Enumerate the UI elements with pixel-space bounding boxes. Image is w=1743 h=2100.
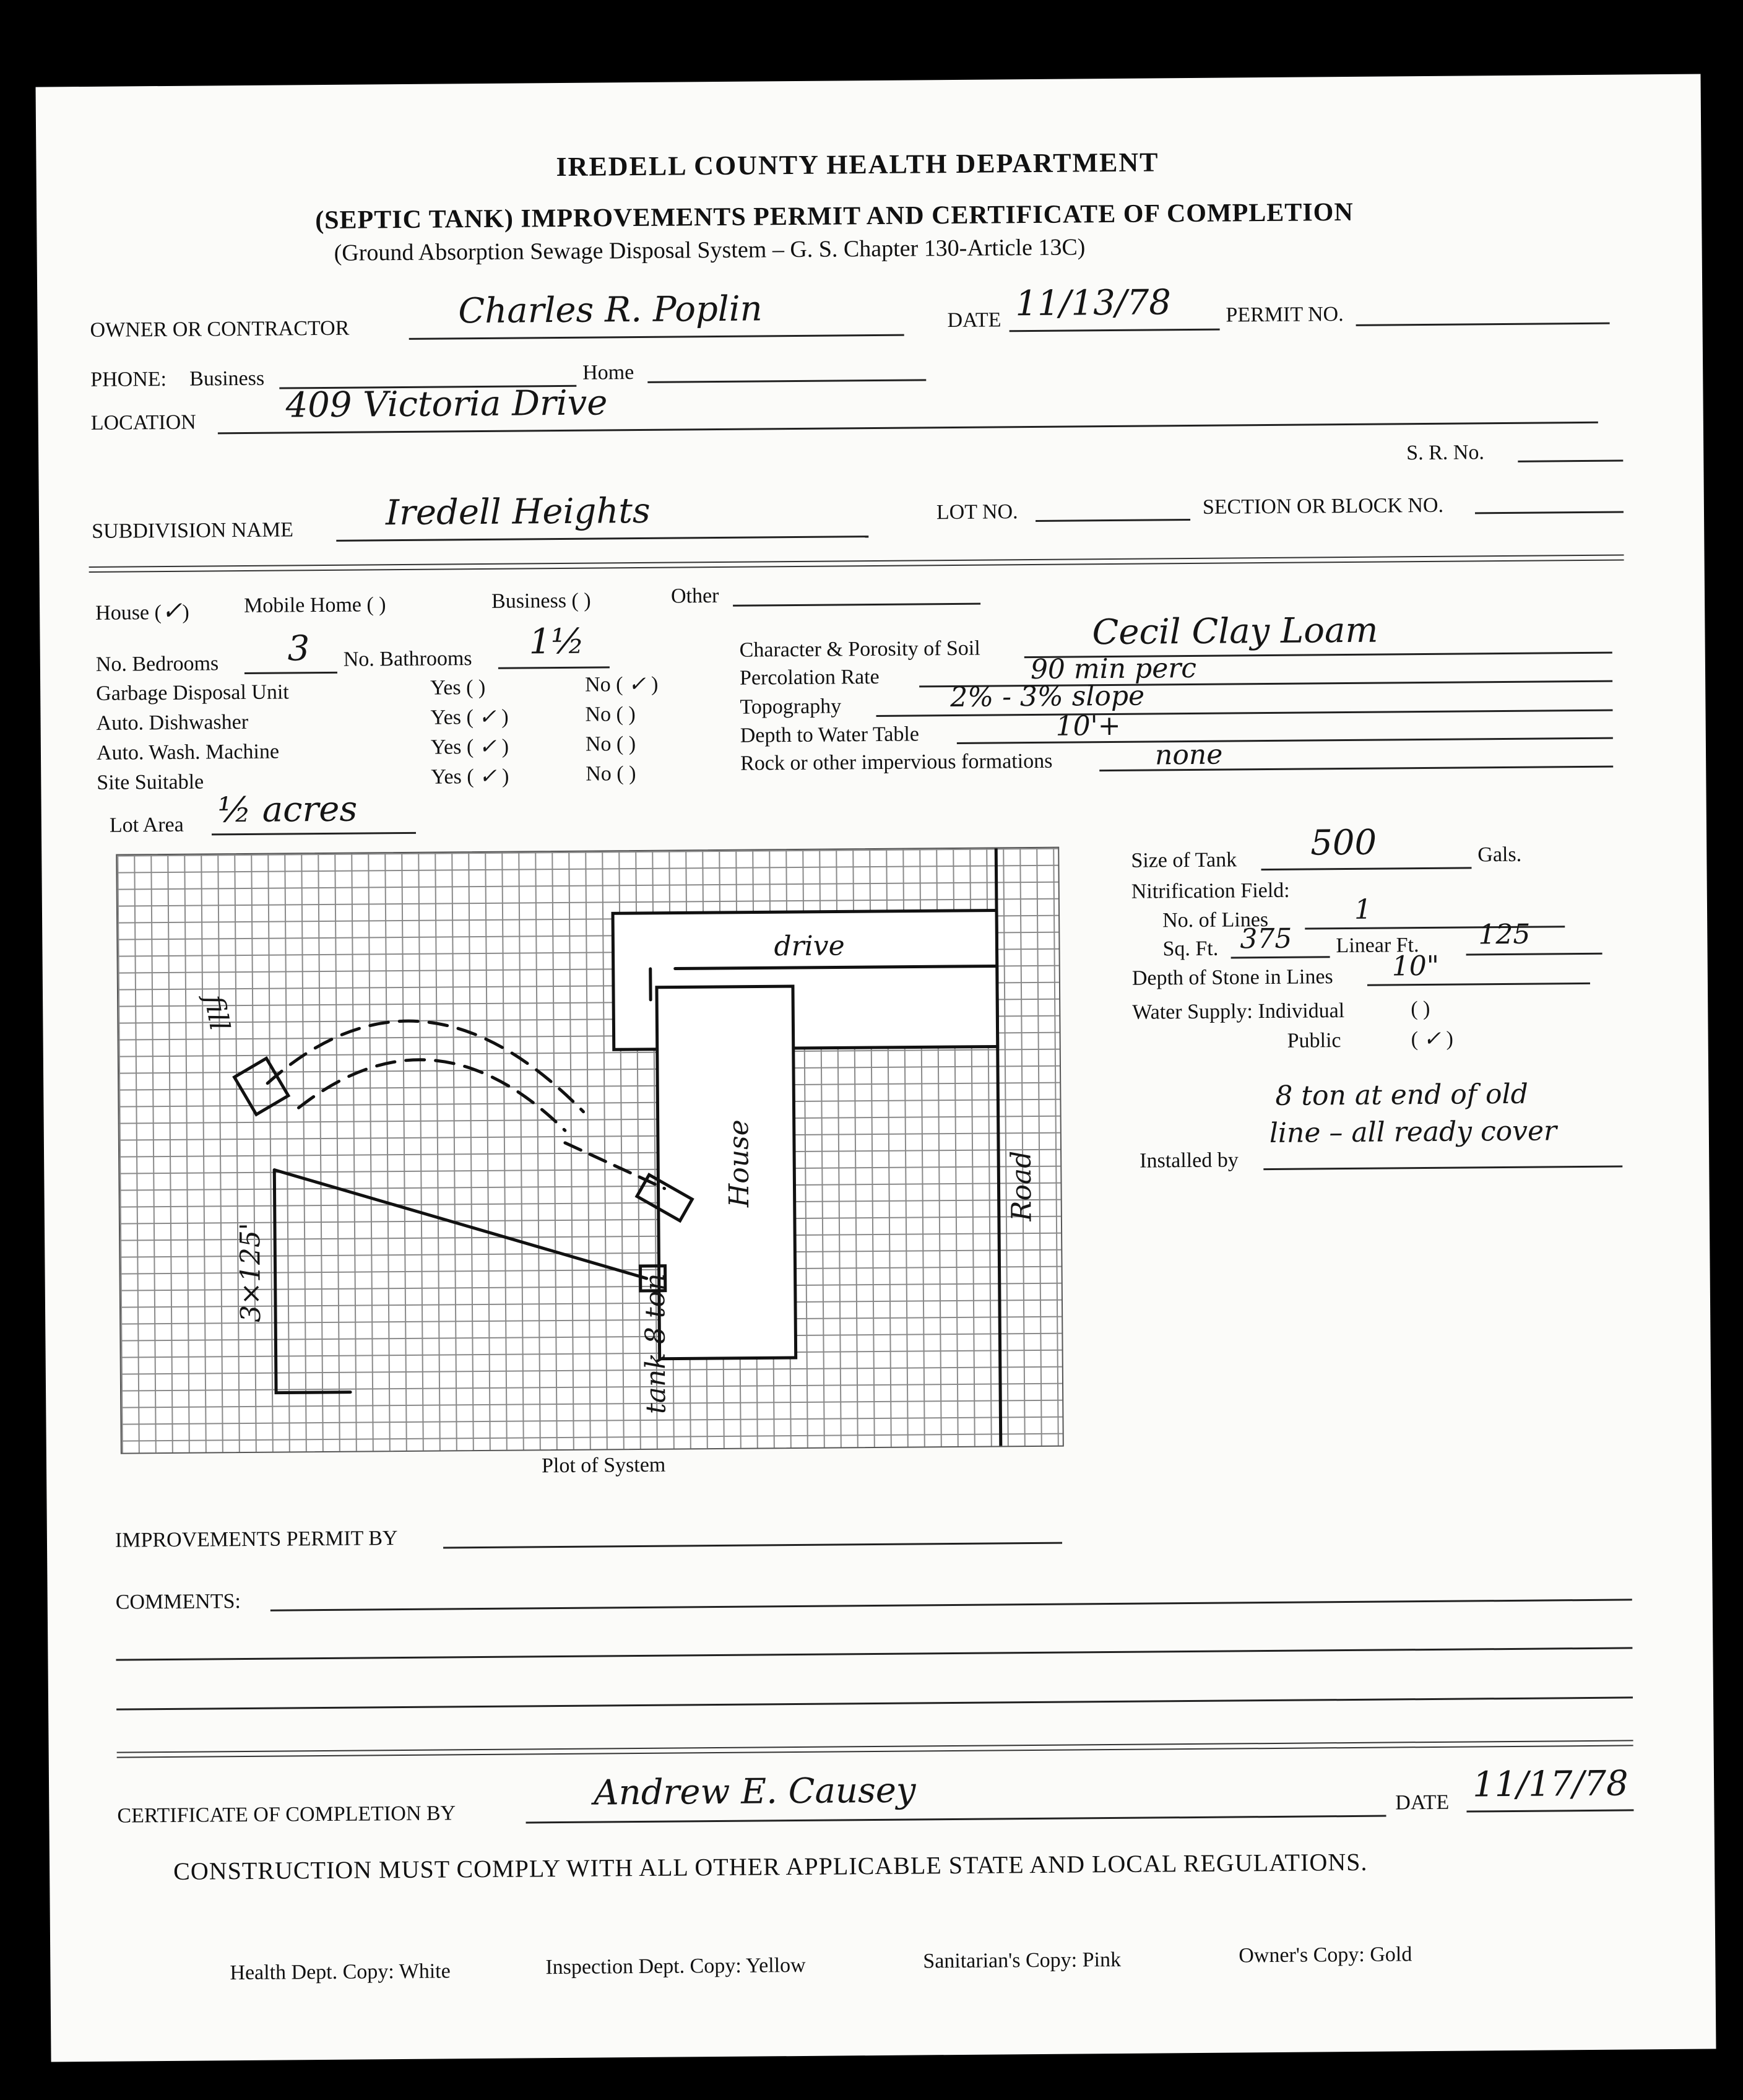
tank-size-value[interactable]: 500 [1310,822,1377,864]
permit-form [36,74,1716,2062]
owner-line [409,334,904,340]
old-tank [235,1058,288,1114]
certificate-signature[interactable]: Andrew E. Causey [593,1770,916,1813]
phone-home-line[interactable] [647,379,926,383]
department-title: IREDELL COUNTY HEALTH DEPARTMENT [556,147,1159,183]
comments-line-1[interactable] [270,1599,1632,1611]
lot-no-label: LOT NO. [936,500,1018,524]
comments-line-3[interactable] [116,1696,1633,1710]
section-block-label: SECTION OR BLOCK NO. [1202,493,1444,519]
form-subtitle: (Ground Absorption Sewage Disposal System – G. S. Chapter 130-Article 13C) [334,234,1086,266]
plot-label-tank: tank 8 ton [639,1273,672,1415]
subdivision-value[interactable]: Iredell Heights [385,490,651,534]
comments-line-2[interactable] [116,1647,1632,1660]
permit-no-line[interactable] [1356,323,1610,326]
house-checkmark[interactable]: ✓ [161,596,183,626]
perc-rate-value[interactable]: 90 min perc [1030,652,1197,686]
location-value[interactable]: 409 Victoria Drive [285,383,608,426]
lines-count-value[interactable]: 1 [1354,893,1372,926]
tank-size-line [1261,867,1471,870]
supply-line [274,1167,646,1282]
stone-depth-line [1367,983,1590,986]
individual-option[interactable]: ( ) [1411,997,1430,1021]
phone-home-label: Home [582,361,634,384]
plot-label-drive: drive [774,930,845,963]
lot-area-line [212,832,416,836]
bathrooms-label: No. Bathrooms [343,647,472,671]
plot-grid [116,847,1064,1454]
sr-no-line[interactable] [1518,459,1623,462]
rock-formations-label: Rock or other impervious formations [740,749,1053,775]
other-label: Other [670,584,719,608]
sr-no-label: S. R. No. [1406,441,1485,465]
garbage-disposal-label: Garbage Disposal Unit [96,680,289,705]
plot-label-fill: fill [197,992,236,1033]
plot-label-road: Road [1005,1150,1038,1221]
public-label: Public [1287,1029,1341,1052]
certificate-date-line [1466,1809,1633,1812]
other-line[interactable] [733,603,980,607]
certificate-label: CERTIFICATE OF COMPLETION BY [117,1802,456,1828]
site-suitable-yes[interactable]: Yes ( ✓ ) [431,763,509,789]
fill-line-b [298,1059,565,1132]
sqft-label: Sq. Ft. [1162,937,1219,961]
owner-label: OWNER OR CONTRACTOR [90,316,350,342]
bathrooms-value[interactable]: 1½ [529,621,585,662]
owner-value[interactable]: Charles R. Poplin [458,289,763,332]
business-option[interactable]: Business ( ) [491,589,591,613]
wash-machine-yes[interactable]: Yes ( ✓ ) [430,734,509,760]
improvements-permit-label: IMPROVEMENTS PERMIT BY [115,1527,398,1552]
site-suitable-no[interactable]: No ( ) [586,762,636,786]
linear-ft-value[interactable]: 125 [1478,918,1531,951]
copy-sanitarian: Sanitarian's Copy: Pink [923,1948,1122,1973]
stone-depth-label: Depth of Stone in Lines [1131,965,1333,990]
sqft-value[interactable]: 375 [1240,922,1292,955]
date-value[interactable]: 11/13/78 [1015,282,1172,324]
garbage-no[interactable]: No ( ✓ ) [584,671,659,697]
section-block-line[interactable] [1475,511,1624,514]
fill-line-a [267,1020,583,1114]
wash-machine-no[interactable]: No ( ) [585,732,636,756]
lot-no-line[interactable] [1036,519,1190,522]
topography-value[interactable]: 2% - 3% slope [950,680,1145,714]
plot-label-lines: 3×125' [234,1222,267,1323]
date-line [1010,329,1220,332]
lines-count-label: No. of Lines [1162,908,1269,932]
certificate-line [526,1815,1386,1824]
gals-label: Gals. [1477,843,1522,867]
plot-drawing [117,848,1063,1453]
copy-health-dept: Health Dept. Copy: White [230,1959,451,1985]
installed-by-line[interactable] [1263,1166,1622,1171]
rock-formations-value[interactable]: none [1154,739,1223,771]
lot-area-label: Lot Area [109,813,184,837]
stone-depth-value[interactable]: 10" [1391,950,1440,983]
installed-note-line1[interactable]: 8 ton at end of old [1275,1078,1528,1112]
installed-by-label: Installed by [1140,1148,1239,1173]
water-table-value[interactable]: 10'+ [1055,709,1121,742]
soil-character-value[interactable]: Cecil Clay Loam [1092,610,1378,653]
perc-rate-label: Percolation Rate [739,665,880,690]
regulations-notice: CONSTRUCTION MUST COMPLY WITH ALL OTHER APPLICABLE STATE AND LOCAL REGULATIONS. [173,1847,1368,1885]
plot-caption: Plot of System [541,1453,666,1478]
topography-label: Topography [740,695,842,719]
nitrification-label: Nitrification Field: [1131,879,1290,903]
certificate-date-label: DATE [1395,1790,1450,1815]
bedrooms-value[interactable]: 3 [287,628,310,669]
dishwasher-label: Auto. Dishwasher [96,710,249,735]
bedrooms-line [244,672,337,674]
separator-2 [117,1740,1633,1758]
soil-character-label: Character & Porosity of Soil [739,636,980,662]
dishwasher-yes[interactable]: Yes ( ✓ ) [430,704,509,730]
water-supply-label: Water Supply: Individual [1132,999,1345,1024]
nitrification-line [274,1169,350,1393]
copy-owner: Owner's Copy: Gold [1239,1943,1412,1968]
sqft-line [1231,956,1330,958]
comments-label: COMMENTS: [115,1590,241,1614]
lot-area-value[interactable]: ½ acres [217,789,358,831]
date-label: DATE [947,308,1001,332]
wash-machine-label: Auto. Wash. Machine [96,740,280,765]
garbage-yes[interactable]: Yes ( ) [430,675,486,700]
subdivision-line [336,536,868,542]
linear-ft-line [1466,953,1602,956]
copy-inspection-dept: Inspection Dept. Copy: Yellow [545,1953,806,1979]
phone-label: PHONE: [90,367,167,391]
site-suitable-label: Site Suitable [97,770,204,794]
public-option[interactable]: ( ✓ ) [1411,1026,1453,1052]
house-label: House (✓) [95,596,189,626]
separator-1 [89,554,1624,572]
bedrooms-label: No. Bedrooms [95,652,219,676]
permit-no-label: PERMIT NO. [1226,303,1344,327]
subdivision-label: SUBDIVISION NAME [92,518,294,543]
phone-business-label: Business [189,367,265,391]
bathrooms-line [498,666,610,669]
certificate-date-value[interactable]: 11/17/78 [1472,1763,1628,1805]
linear-ft-label: Linear Ft. [1336,934,1419,958]
dishwasher-no[interactable]: No ( ) [585,703,636,726]
improvements-permit-line[interactable] [443,1542,1062,1549]
tank-size-label: Size of Tank [1131,848,1237,872]
form-title: (SEPTIC TANK) IMPROVEMENTS PERMIT AND CERTIFICATE OF COMPLETION [315,197,1354,235]
water-table-label: Depth to Water Table [740,722,920,747]
location-label: LOCATION [90,410,196,435]
mobile-home-option[interactable]: Mobile Home ( ) [243,593,386,617]
installed-note-line2[interactable]: line – all ready cover [1269,1115,1557,1150]
plot-label-house: House [723,1119,756,1208]
